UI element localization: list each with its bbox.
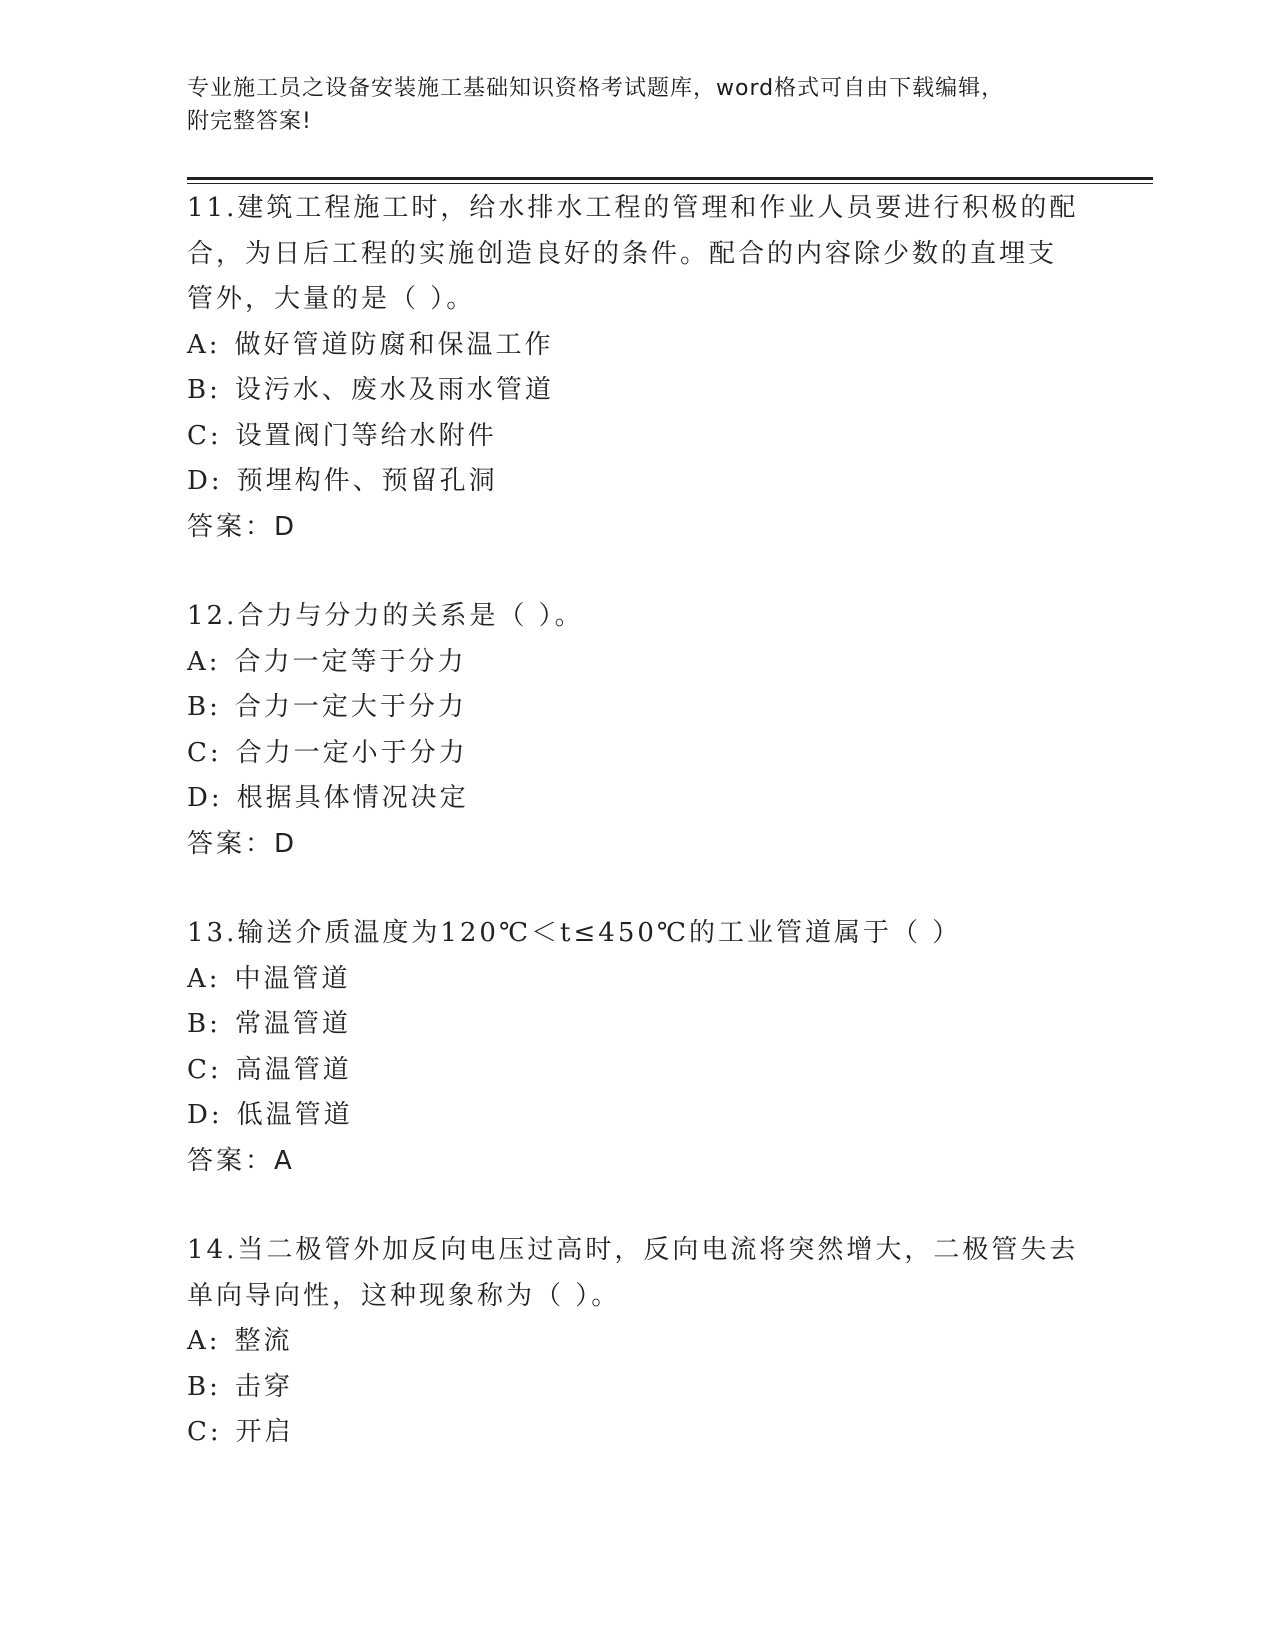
option-letter: C:	[187, 1417, 222, 1447]
header-divider-thin	[187, 183, 1153, 184]
option-letter: A:	[187, 963, 221, 994]
option-text: 根据具体情况决定	[236, 783, 469, 813]
option-text: 合力一定大于分力	[234, 692, 467, 722]
question-text-line: 14.当二极管外加反向电压过高时，反向电流将突然增大，二极管失去	[187, 1235, 1079, 1265]
question-list	[187, 186, 1087, 1500]
option-c	[187, 731, 1087, 777]
option-letter: D:	[187, 783, 223, 813]
option-letter: C:	[187, 420, 222, 451]
question-text-line: 11.建筑工程施工时，给水排水工程的管理和作业人员要进行积极的配	[187, 193, 1079, 223]
option-letter: C:	[187, 1054, 222, 1085]
option-text: 设污水、废水及雨水管道	[234, 375, 554, 405]
question-text-line: 管外，大量的是（ ）。	[187, 284, 476, 314]
option-text: 击穿	[234, 1371, 293, 1402]
option-letter: B:	[187, 1371, 221, 1402]
option-a	[187, 957, 1087, 1003]
option-b	[187, 1365, 1087, 1411]
option-text: 低温管道	[236, 1100, 353, 1130]
header-line-2: 附完整答案!	[187, 109, 312, 134]
option-text: 整流	[234, 1326, 293, 1356]
option-letter: A:	[187, 329, 221, 360]
answer-label: 答案：D	[187, 828, 298, 859]
question-text-line: 合，为日后工程的实施创造良好的条件。配合的内容除少数的直埋支	[187, 238, 1058, 269]
option-text: 预埋构件、预留孔洞	[236, 466, 498, 496]
header-line-1: 专业施工员之设备安装施工基础知识资格考试题库，word格式可自由下载编辑，	[187, 76, 1005, 101]
answer-label: 答案：D	[187, 511, 298, 542]
question-13	[187, 911, 1087, 1184]
option-letter: D:	[187, 1100, 223, 1130]
question-text-line: 13.输送介质温度为120℃＜t≤450℃的工业管道属于（ ）	[187, 918, 962, 948]
option-d	[187, 459, 1087, 505]
option-c	[187, 1410, 1087, 1456]
header-divider-thick	[187, 177, 1153, 180]
option-letter: A:	[187, 1326, 221, 1356]
option-text: 设置阀门等给水附件	[235, 420, 497, 451]
option-b	[187, 685, 1087, 731]
option-letter: D:	[187, 466, 223, 496]
option-text: 高温管道	[235, 1054, 352, 1085]
question-text-line: 12.合力与分力的关系是（ ）。	[187, 601, 584, 631]
option-a	[187, 640, 1087, 686]
option-letter: C:	[187, 737, 222, 768]
option-text: 做好管道防腐和保温工作	[234, 329, 554, 360]
question-12	[187, 594, 1087, 867]
option-c	[187, 1048, 1087, 1094]
question-14	[187, 1228, 1087, 1456]
option-text: 开启	[235, 1417, 294, 1447]
option-letter: B:	[187, 1009, 221, 1039]
question-11	[187, 186, 1087, 550]
option-a	[187, 1319, 1087, 1365]
option-text: 常温管道	[234, 1009, 351, 1039]
answer-label: 答案：A	[187, 1145, 295, 1176]
option-text: 合力一定等于分力	[234, 646, 467, 677]
option-letter: B:	[187, 375, 221, 405]
option-letter: A:	[187, 646, 221, 677]
option-a	[187, 323, 1087, 369]
option-b	[187, 368, 1087, 414]
option-d	[187, 776, 1087, 822]
option-d	[187, 1093, 1087, 1139]
option-text: 合力一定小于分力	[235, 737, 468, 768]
option-c	[187, 414, 1087, 460]
document-header	[187, 72, 1067, 138]
option-b	[187, 1002, 1087, 1048]
option-text: 中温管道	[234, 963, 351, 994]
question-text-line: 单向导向性，这种现象称为（ ）。	[187, 1280, 621, 1311]
option-letter: B:	[187, 692, 221, 722]
